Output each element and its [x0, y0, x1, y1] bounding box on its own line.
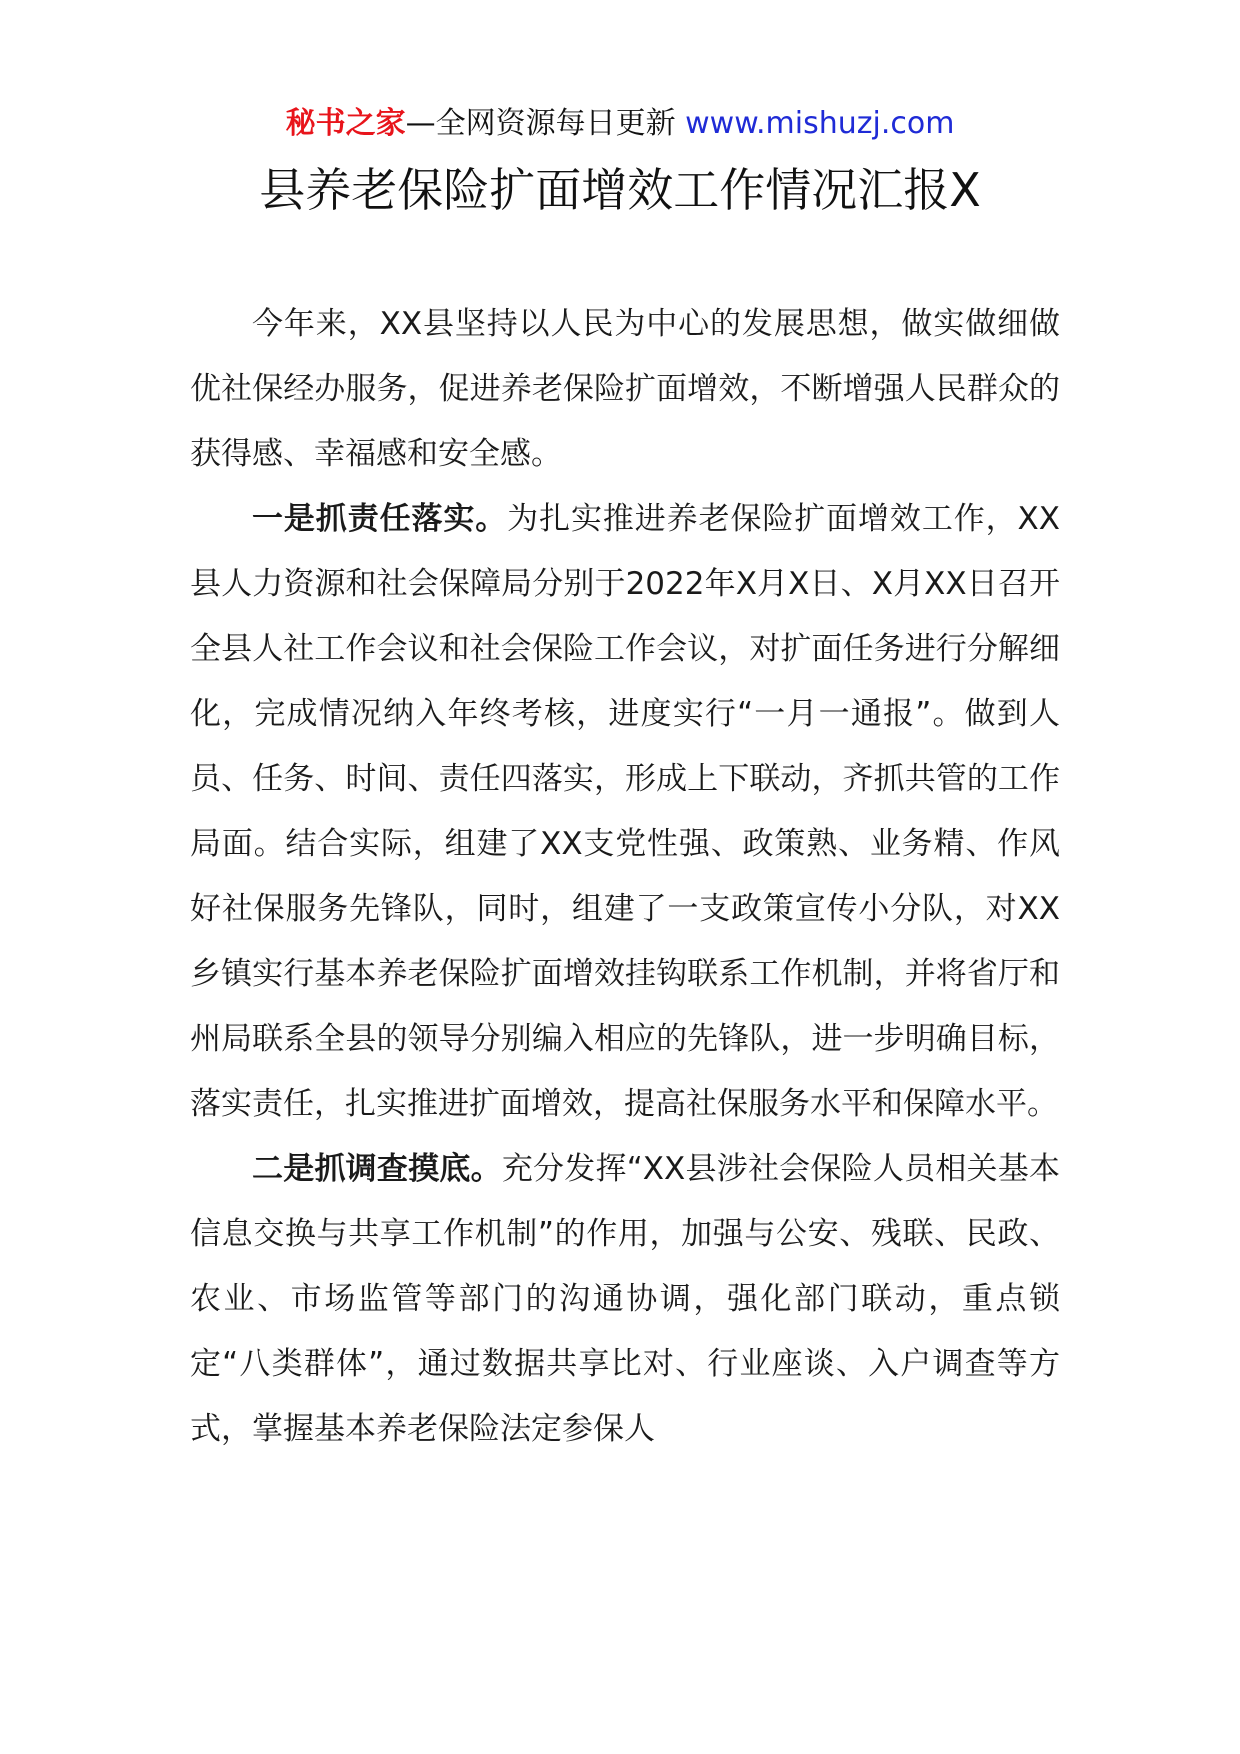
site-name: 秘书之家	[285, 106, 406, 141]
paragraph-text: 今年来，XX县坚持以人民为中心的发展思想，做实做细做优社保经办服务，促进养老保险扩面增效，不断增强人民群众的获得感、幸福感和安全感。	[190, 306, 1060, 472]
paragraph-text: 为扎实推进养老保险扩面增效工作，XX县人力资源和社会保障局分别于2022年X月X日、X月XX日召开全县人社工作会议和社会保险工作会议，对扩面任务进行分解细化，完成情况纳入年终考核，进度实行“一月一通报”。做到人员、任务、时间、责任四落实，形成上下联动，齐抓共管的工作局面。结合实际，组建了XX支党性强、政策熟、业务精、作风好社保服务先锋队，同时，组建了一支政策宣传小分队，对XX乡镇实行基本养老保险扩面增效挂钩联系工作机制，并将省厅和州局联系全县的领导分别编入相应的先锋队，进一步明确目标，落实责任，扎实推进扩面增效，提高社保服务水平和保障水平。	[190, 501, 1060, 1122]
paragraph-text: 充分发挥“XX县涉社会保险人员相关基本信息交换与共享工作机制”的作用，加强与公安、残联、民政、农业、市场监管等部门的沟通协调，强化部门联动，重点锁定“八类群体”，通过数据共享比对、行业座谈、入户调查等方式，掌握基本养老保险法定参保人	[190, 1151, 1060, 1447]
paragraph-survey	[190, 1137, 1060, 1462]
document-body	[190, 292, 1060, 1462]
paragraph-lead: 二是抓调查摸底。	[252, 1151, 502, 1187]
site-header	[0, 104, 1240, 144]
document-title: 县养老保险扩面增效工作情况汇报X	[259, 163, 981, 217]
site-url-link[interactable]: www.mishuzj.com	[685, 106, 955, 141]
paragraph-lead: 一是抓责任落实。	[252, 501, 508, 537]
site-tagline: —全网资源每日更新	[405, 106, 686, 141]
paragraph-responsibility	[190, 487, 1060, 1137]
paragraph-intro	[190, 292, 1060, 487]
